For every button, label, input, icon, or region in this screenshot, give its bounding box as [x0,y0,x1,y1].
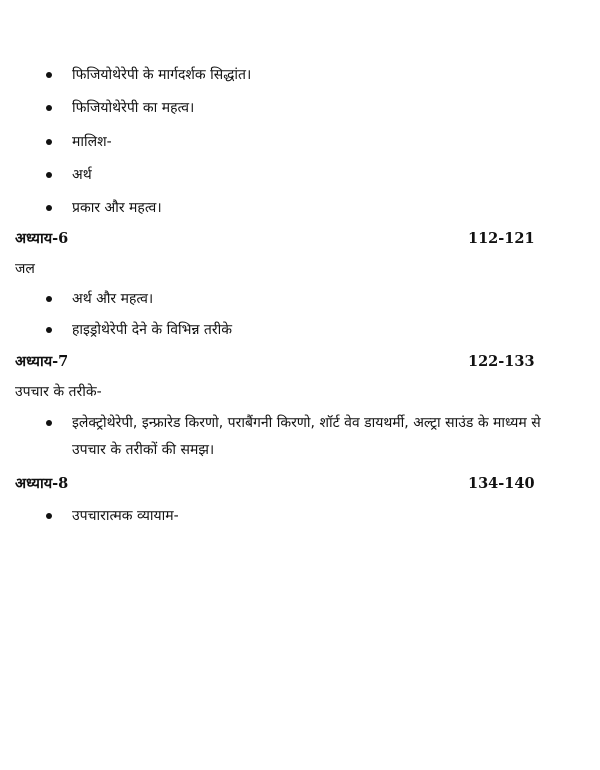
chapter-7-title: अध्याय-7 [15,353,69,370]
bullet-icon [46,296,52,302]
bullet-icon [46,420,52,426]
bullet-icon [46,205,52,211]
bullet-icon [46,72,52,78]
bullet-icon [46,327,52,333]
chapter-6-subtitle: जल [15,261,35,277]
chapter-7-subtitle: उपचार के तरीके- [15,384,102,400]
bullet-icon [46,172,52,178]
chapter-6-title: अध्याय-6 [15,230,69,247]
bullet-icon [46,513,52,519]
chapter-8-title: अध्याय-8 [15,475,69,492]
chapter-8-pages: 134-140 [468,475,535,492]
bullet-icon [46,139,52,145]
chapter-6-pages: 112-121 [468,230,535,247]
bullet-icon [46,105,52,111]
document-page: फिजियोथेरेपी के मार्गदर्शक सिद्धांत। फिजियोथेरेपी का महत्व। मालिश- अर्थ प्रकार और महत्व। अध्याय-6 112-121 जल अर्थ और महत्व। हाइड्रोथेरेपी देने के विभिन्न तरीके अध्याय-7 122-133 उपचार के तरीके- इलेक्ट्रोथेरेपी, इन्फ्रारेड किरणो, पराबैंगनी किरणो, शॉर्ट वेव डायथर्मी, अल्ट्रा साउंड के माध्यम से उपचार के तरीकों की समझ। अध्याय-8 134-140 उपचारात्मक व्यायाम- [15,67,541,524]
chapter-7-pages: 122-133 [468,353,535,370]
